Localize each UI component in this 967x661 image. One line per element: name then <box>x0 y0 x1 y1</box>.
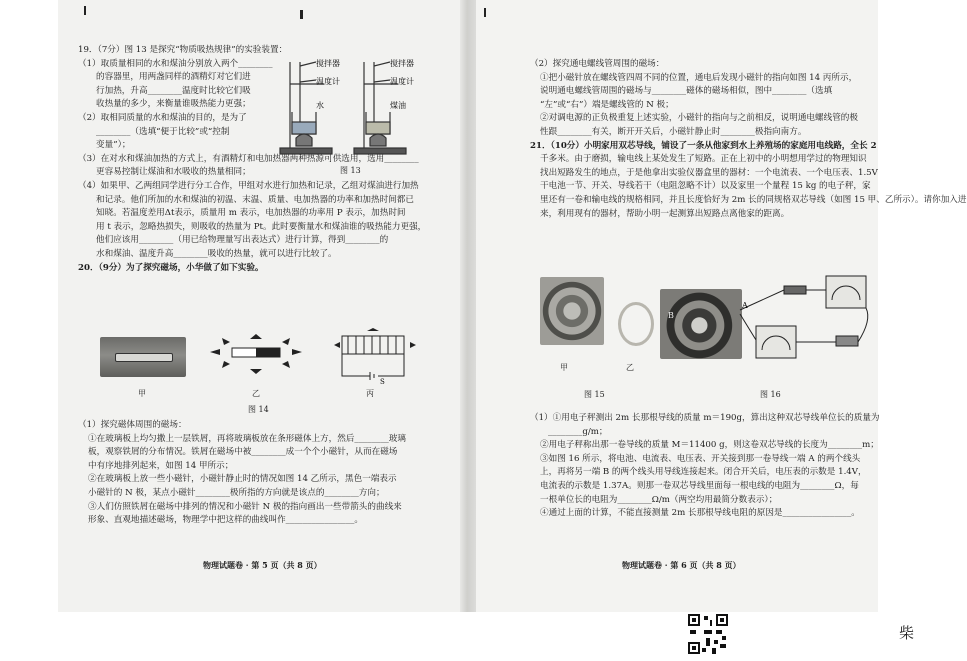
q20b-line: 性跟________有关，断开开关后，小磁针静止时________极指向南方。 <box>540 126 807 137</box>
q19-line: （3）在对水和煤油加热的方式上，有酒精灯和电加热器两种热源可供选用，选用________ <box>78 153 419 164</box>
q20b-line: （2）探究通电螺线管周围的磁场： <box>530 59 665 69</box>
q20b-line: “左”或“右”）端是螺线管的 N 极； <box>540 99 674 110</box>
fig15-sub-a: 甲 <box>560 363 568 372</box>
q21-line: 千多米。由于磨损，输电线上某处发生了短路。正在上初中的小明想用学过的物理知识 <box>540 154 867 165</box>
figure-15b-wire-loop-photo <box>618 302 654 346</box>
q19-line: 水和煤油、温度升高________吸收的热量，就可以进行比较了。 <box>96 248 337 259</box>
q19-line: 收热量的多少，来衡量谁吸热能力更强； <box>96 99 251 110</box>
qr-code[interactable] <box>686 612 730 656</box>
figure-13-caption: 图 13 <box>340 166 361 175</box>
q19-line: 知晓。若温度差用Δt表示，质量用 m 表示，电加热器的功率用 P 表示，加热时间 <box>96 208 406 219</box>
fig13-label-thermometer: 温度计 <box>316 77 340 86</box>
figure-15a-wire-coil-photo <box>540 277 604 345</box>
fig16-point-b <box>664 304 684 324</box>
q21-line: （1）①用电子秤测出 2m 长那根导线的质量 m＝190g，算出这种双芯导线单位长的质量为 <box>530 413 880 423</box>
scan-mark <box>300 10 303 19</box>
fig14-sub-c: 丙 <box>366 389 374 398</box>
left-page-footer: 物理试题卷 · 第 5 页（共 8 页） <box>203 560 322 570</box>
q19-title: 19．（7分）图 13 是探究“物质吸热规律”的实验装置： <box>78 45 288 55</box>
fig15-sub-b: 乙 <box>626 363 634 372</box>
fig13-label-oil: 煤油 <box>390 101 406 110</box>
q19-line: 更容易控制让煤油和水吸收的热量相同； <box>96 167 251 178</box>
right-page-text <box>530 58 967 221</box>
bar-magnet <box>115 353 173 362</box>
left-page-text-lower <box>78 419 450 528</box>
switch-label: S <box>380 378 385 386</box>
q21-line: ________g/m； <box>548 426 608 437</box>
q20-line: （1）探究磁体周围的磁场： <box>78 420 187 430</box>
q19-line: 他们应该用________（用已给物理量写出表达式）进行计算，得到________的 <box>96 235 389 246</box>
fig14-sub-b: 乙 <box>252 389 260 398</box>
q19-line: （2）取相同质量的水和煤油的目的，是为了 <box>78 112 247 123</box>
fig16-label-b: B <box>668 311 674 320</box>
q20b-line: 说明通电螺线管周围的磁场与________磁体的磁场相似，图中________（选填 <box>540 86 833 97</box>
q21-title: 21．（10分）小明家用双芯导线，铺设了一条从他家到水上养殖场的家庭用电线路，全长 2 <box>530 140 877 151</box>
q19-line: （1）取质量相同的水和煤油分别放入两个________ <box>78 58 273 69</box>
q21-line: 找出短路发生的地点，于是他拿出实验仪器盒里的器材：一个电流表、一个电压表、1.5V <box>540 167 878 178</box>
q20-line: 形象、直观地描述磁场，物理学中把这样的曲线叫作________________。 <box>88 515 364 526</box>
q19-line: 和记录。他们所加的水和煤油的初温、末温、质量、电加热器的功率和加热时间都已 <box>96 194 414 205</box>
q21-line: ④通过上面的计算，不能直接测量 2m 长那根导线电阻的原因是________________。 <box>540 508 860 519</box>
q21-line: 一根单位长的电阻为________Ω/m（两空均用最简分数表示）； <box>540 494 778 505</box>
q21-line: 来，利用现有的器材，帮助小明一起测算出短路点离他家的距离。 <box>540 208 790 219</box>
fig16-label-a: A <box>742 301 748 310</box>
q20-line: ②在玻璃板上放一些小磁针，小磁针静止时的情况如图 14 乙所示，黑色一端表示 <box>88 474 397 485</box>
q19-line: 用 t 表示，忽略热损失，则吸收的热量为 Pt。此时要衡量水和煤油谁的吸热能力更强， <box>96 221 427 232</box>
figure-16-coil-photo <box>660 289 742 359</box>
q20-line: 板，观察铁屑的分布情况。铁屑在磁场中被________成一个个小磁针，从而在磁场 <box>88 447 398 458</box>
fig13-label-stirrer: 搅拌器 <box>316 59 340 68</box>
figure-13-apparatus <box>276 56 456 164</box>
q20-line: 小磁针的 N 极，某点小磁针________极所指的方向就是该点的________方向； <box>88 487 385 498</box>
q19-line: （4）如果甲、乙两组同学进行分工合作，甲组对水进行加热和记录，乙组对煤油进行加热 <box>78 180 419 191</box>
scan-mark <box>84 6 86 15</box>
q19-line: 的容器里，用两盏同样的酒精灯对它们进 <box>96 72 251 83</box>
fig13-label-stirrer-2: 搅拌器 <box>390 59 414 68</box>
fig13-label-thermometer-2: 温度计 <box>390 77 414 86</box>
fig13-label-water: 水 <box>316 101 324 110</box>
q20-line: 中有序地排列起来，如图 14 甲所示； <box>88 460 234 471</box>
figure-16-circuit <box>740 270 872 370</box>
figure-16-caption: 图 16 <box>760 390 781 399</box>
q19-line: ________（选填“便于比较”或“控制 <box>96 126 230 137</box>
figure-14b-compass-needles <box>202 330 312 380</box>
q21-line: 电流表的示数是 1.37A。则那一卷双芯导线里面每一根电线的电阻为________Ω，每 <box>540 480 859 491</box>
q19-line: 变量”）； <box>96 140 131 151</box>
right-page-text-lower <box>530 412 880 521</box>
figure-14c-solenoid-circuit <box>332 326 418 384</box>
fig14-sub-a: 甲 <box>138 389 146 398</box>
scan-mark <box>484 8 486 17</box>
q20-line: ①在玻璃板上均匀撒上一层铁屑，再将玻璃板放在条形磁体上方，然后________玻璃 <box>88 433 406 444</box>
q20-line: ③人们仿照铁屑在磁场中排列的情况和小磁针 N 极的指向画出一些带箭头的曲线来 <box>88 501 402 512</box>
figure-15-caption: 图 15 <box>584 390 605 399</box>
q21-line: ③如图 16 所示，将电池、电流表、电压表、开关接到那一卷导线一端 A 的两个线头 <box>540 453 861 464</box>
corner-character: 柴 <box>899 624 915 642</box>
q20-title: 20．（9分）为了探究磁场，小华做了如下实验。 <box>78 262 264 273</box>
q20b-line: ②对调电源的正负极重复上述实验，小磁针的指向与之前相反，说明通电螺线管的极 <box>540 113 858 124</box>
q21-line: 上，再将另一端 B 的两个线头用导线连接起来。闭合开关后，电压表的示数是 1.4V， <box>540 467 867 478</box>
q21-line: 里还有一卷和输电线的规格相同，并且长度恰好为 2m 长的同规格双芯导线（如图 15 甲、乙所示）。请你加入进 <box>540 194 967 205</box>
q21-line: 干电池一节、开关、导线若干（电阻忽略不计）以及家里一个量程 15 kg 的电子秤，家 <box>540 181 871 192</box>
right-page-footer: 物理试题卷 · 第 6 页（共 8 页） <box>622 560 741 570</box>
figure-14-caption: 图 14 <box>248 405 269 414</box>
q21-line: ②用电子秤称出那一卷导线的质量 M＝11400 g，则这卷双芯导线的长度为________m； <box>540 440 879 451</box>
q19-line: 行加热，升高________温度时比较它们吸 <box>96 85 251 96</box>
page-gutter <box>460 0 476 612</box>
q20b-line: ①把小磁针放在螺线管四周不同的位置，通电后发现小磁针的指向如图 14 丙所示， <box>540 72 858 83</box>
